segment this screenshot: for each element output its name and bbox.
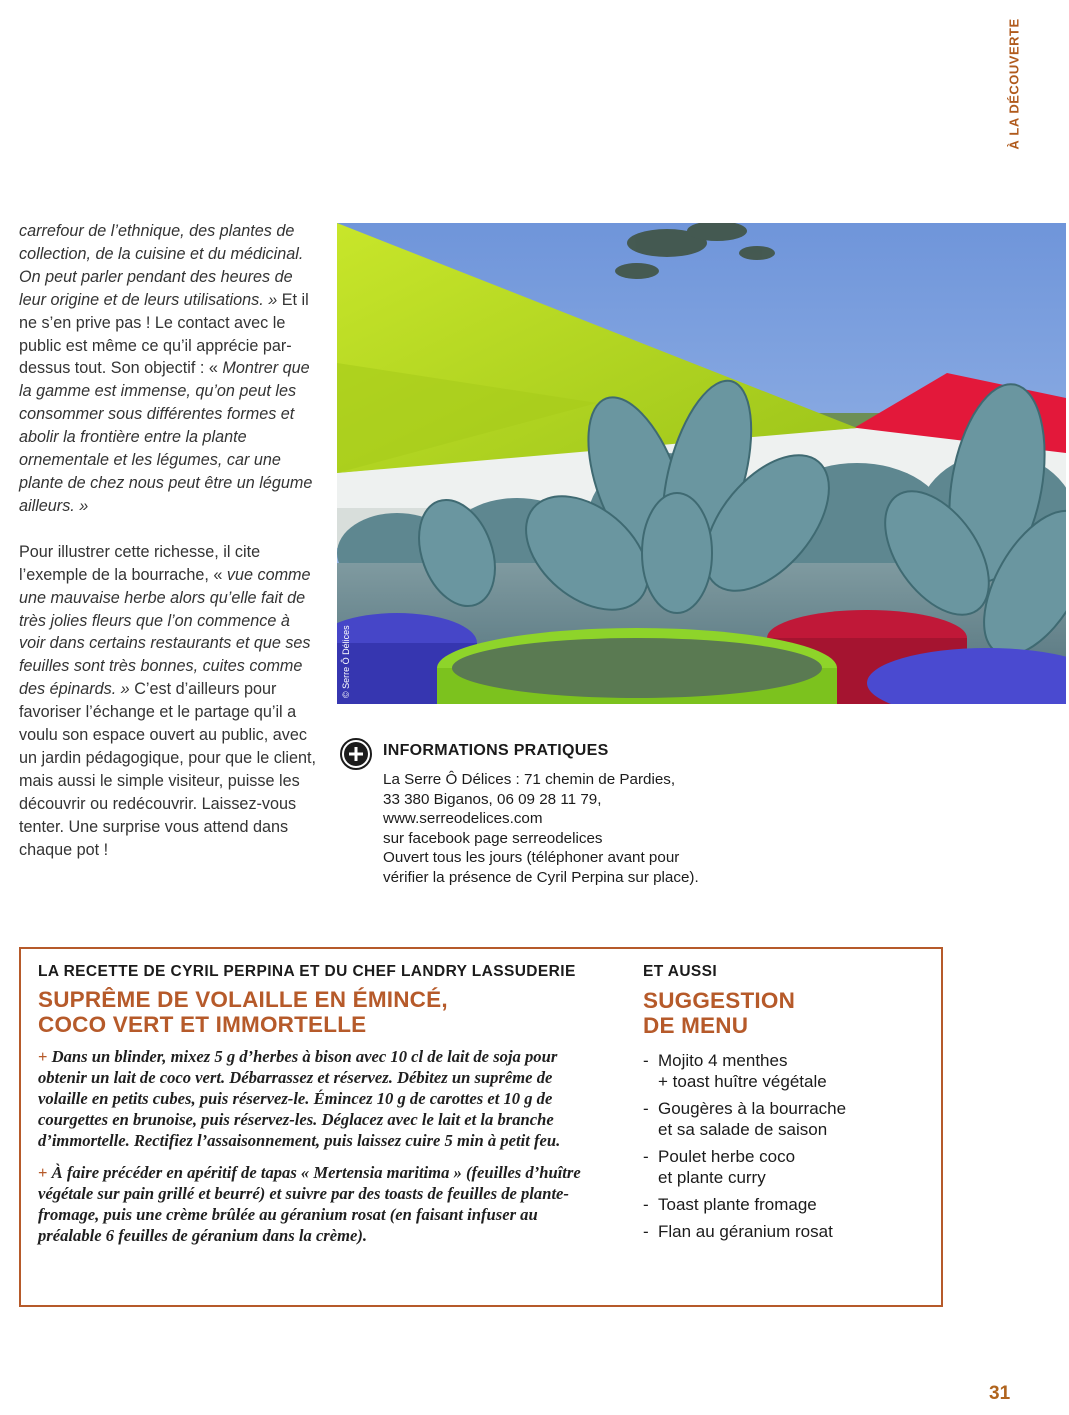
menu-item [643,1194,846,1215]
info-line: vérifier la présence de Cyril Perpina sur place). [383,868,699,886]
quote-text: vue comme une mauvaise herbe alors qu’elle fait de très jolies fleurs que l’on commence à voir dans certains restaurants et que ses feuilles sont très bonnes, cuites comme des épinards. » [19,565,311,699]
recipe-step-text: Dans un blinder, mixez 5 g d’herbes à bison avec 10 cl de lait de soja pour obtenir un lait de coco vert. Débarrassez et réservez. Débitez un suprême de volaille en petits cubes, puis réservez-le. Émincez 10 g de carottes et 10 g de courgettes en brunoise, puis réservez-les. Déglacez avec le lait et la branche d’immortelle. Rectifiez l’assaisonnement, puis laissez cuire 5 min à petit feu. [38,1047,561,1150]
body-text: C’est d’ailleurs pour favoriser l’échange et le partage qu’il a voulu son espace ouvert au public, avec un jardin pédagogique, pour que le client, mais aussi le simple visiteur, puisse les découvrir ou redécouvrir. Laissez-vous tenter. Une surprise vous attend dans chaque pot ! [19,680,316,859]
page-number: 31 [989,1383,1011,1404]
dash: - [643,1147,649,1166]
menu-item [643,1050,846,1092]
menu-title-line: DE MENU [643,1013,749,1038]
menu-item-text: Gougères à la bourrache [658,1099,847,1118]
plus-circle-icon [340,738,372,770]
garden-photo [337,223,1066,704]
plus-bullet: + [38,1047,48,1066]
menu-item-text: Poulet herbe coco [658,1147,796,1166]
dash: - [643,1099,649,1118]
recipe-steps [38,1046,598,1246]
menu-title [643,988,795,1038]
quote-text: carrefour de l’ethnique, des plantes de collection, de la cuisine et du médicinal. On peut parler pendant des heures de leur origine et de leurs utilisations. » [19,222,304,309]
menu-list [643,1050,846,1248]
article-paragraph-2 [19,541,319,862]
body-text: Et il ne s’en prive pas ! Le contact avec le public est même ce qu’il apprécie par-dessus tout. Son objectif : « [19,290,309,378]
body-text: Pour illustrer cette richesse, il cite l’exemple de la bourrache, « [19,542,261,584]
photo-credit: © Serre Ô Délices [341,625,351,698]
recipe-step-1 [38,1046,598,1151]
menu-item-text: Toast plante fromage [658,1195,817,1214]
menu-item [643,1146,846,1188]
info-line: sur facebook page serreodelices [383,829,603,847]
info-details [383,770,699,888]
quote-text: Montrer que la gamme est immense, qu’on peut les consommer sous différentes formes et abolir la frontière entre la plante ornementale et les légumes, car une plante de chez nous peut être un légume ailleurs. » [19,359,313,515]
recipe-title-line: SUPRÊME DE VOLAILLE EN ÉMINCÉ, [38,987,448,1012]
menu-title-line: SUGGESTION [643,988,796,1013]
info-line: Ouvert tous les jours (téléphoner avant pour [383,849,680,867]
recipe-step-text: À faire précéder en apéritif de tapas « Mertensia maritima » (feuilles d’huître végétale sur pain grillé et beurré) et suivre par des toasts de feuilles de plante-fromage, puis une crème brûlée au géranium rosat (en faisant infuser au préalable 6 feuilles de géranium dans la crème). [38,1163,581,1245]
menu-item-text: et sa salade de saison [658,1120,828,1139]
menu-kicker: ET AUSSI [643,963,718,980]
info-title: INFORMATIONS PRATIQUES [383,742,609,759]
recipe-kicker: LA RECETTE DE CYRIL PERPINA ET DU CHEF LANDRY LASSUDERIE [38,963,576,980]
menu-item-text: et plante curry [658,1168,766,1187]
section-tag [1001,18,1027,150]
info-line: La Serre Ô Délices : 71 chemin de Pardies, [383,771,676,788]
menu-item-text: Mojito 4 menthes [658,1051,788,1070]
dash: - [643,1222,649,1241]
article-paragraph-1 [19,220,319,518]
menu-item [643,1221,846,1242]
menu-item-text: Flan au géranium rosat [658,1222,833,1241]
recipe-title [38,987,448,1037]
menu-item-text: + toast huître végétale [658,1072,827,1091]
section-tag-label: À LA DÉCOUVERTE [1006,18,1022,150]
article-column [19,220,319,861]
recipe-step-2 [38,1162,598,1246]
info-line: 33 380 Biganos, 06 09 28 11 79, [383,790,602,808]
plus-bullet: + [38,1163,48,1182]
dash: - [643,1195,649,1214]
info-line: www.serreodelices.com [383,810,543,828]
photo-illustration [337,223,1066,704]
dash: - [643,1051,649,1070]
menu-item [643,1098,846,1140]
recipe-title-line: COCO VERT ET IMMORTELLE [38,1012,367,1037]
